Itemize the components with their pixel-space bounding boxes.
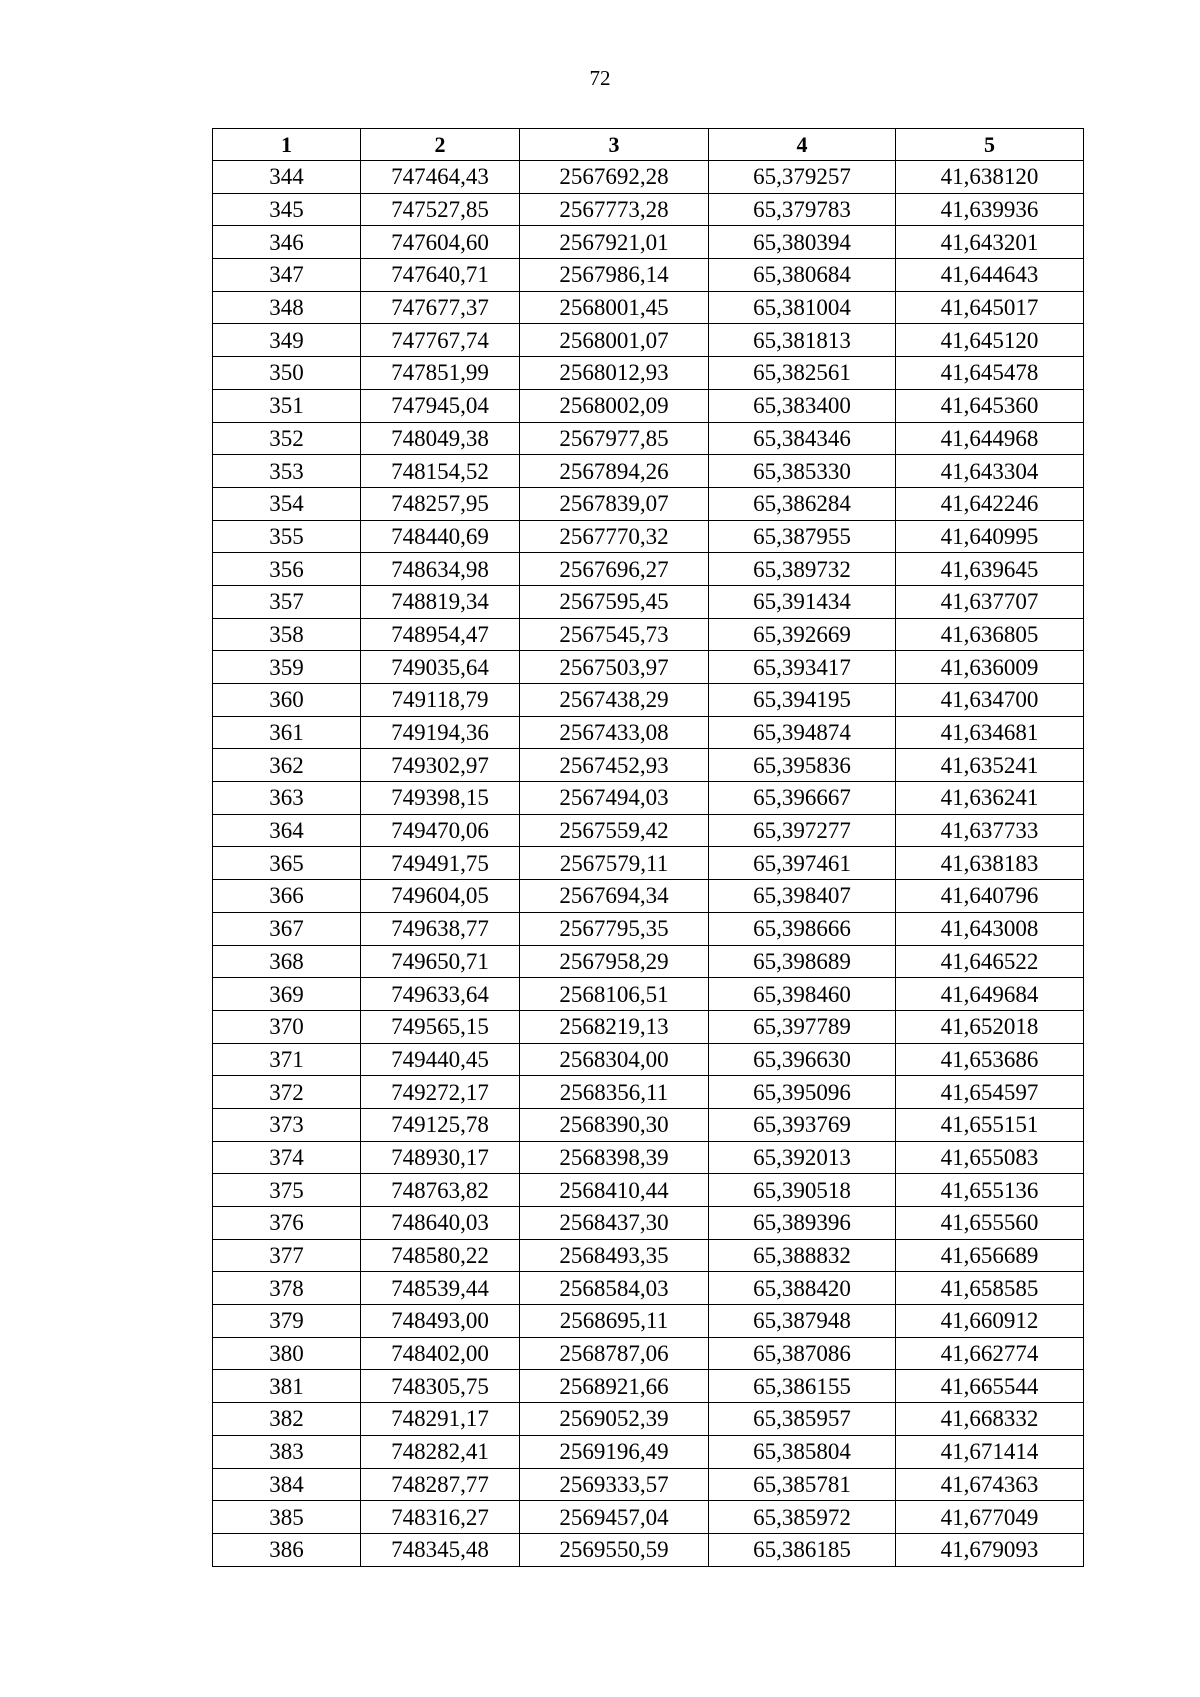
table-cell-col-5: 41,645120 <box>896 324 1084 357</box>
table-cell-col-5: 41,660912 <box>896 1305 1084 1338</box>
table-cell-col-3: 2568493,35 <box>520 1239 709 1272</box>
table-cell-col-3: 2567545,73 <box>520 618 709 651</box>
table-cell-col-3: 2568002,09 <box>520 389 709 422</box>
table-row <box>213 1435 1084 1468</box>
table-cell-col-4: 65,395096 <box>709 1076 896 1109</box>
table-cell-col-2: 749638,77 <box>361 912 520 945</box>
table-cell-col-3: 2568398,39 <box>520 1141 709 1174</box>
table-cell-col-1: 358 <box>213 618 361 651</box>
table-cell-col-2: 748257,95 <box>361 487 520 520</box>
table-cell-col-1: 361 <box>213 716 361 749</box>
table-row <box>213 553 1084 586</box>
table-cell-col-5: 41,649684 <box>896 978 1084 1011</box>
table-cell-col-3: 2567559,42 <box>520 814 709 847</box>
table-cell-col-2: 748345,48 <box>361 1533 520 1566</box>
table-row <box>213 357 1084 390</box>
table-cell-col-5: 41,644643 <box>896 259 1084 292</box>
table-cell-col-2: 747527,85 <box>361 193 520 226</box>
table-cell-col-1: 374 <box>213 1141 361 1174</box>
table-cell-col-1: 372 <box>213 1076 361 1109</box>
table-cell-col-4: 65,383400 <box>709 389 896 422</box>
table-cell-col-3: 2569052,39 <box>520 1403 709 1436</box>
table-row <box>213 389 1084 422</box>
table-cell-col-3: 2567433,08 <box>520 716 709 749</box>
table-cell-col-5: 41,645478 <box>896 357 1084 390</box>
table-row <box>213 1076 1084 1109</box>
table-row <box>213 1108 1084 1141</box>
table-cell-col-2: 748539,44 <box>361 1272 520 1305</box>
table-cell-col-1: 379 <box>213 1305 361 1338</box>
table-cell-col-3: 2569457,04 <box>520 1501 709 1534</box>
table-row <box>213 1337 1084 1370</box>
table-cell-col-1: 368 <box>213 945 361 978</box>
table-row <box>213 193 1084 226</box>
table-cell-col-1: 378 <box>213 1272 361 1305</box>
table-cell-col-1: 357 <box>213 585 361 618</box>
table-row <box>213 1370 1084 1403</box>
table-cell-col-3: 2567696,27 <box>520 553 709 586</box>
table-row <box>213 880 1084 913</box>
table-cell-col-4: 65,385781 <box>709 1468 896 1501</box>
table-row <box>213 1272 1084 1305</box>
column-header-2: 2 <box>361 129 520 161</box>
table-row <box>213 487 1084 520</box>
table-cell-col-2: 749194,36 <box>361 716 520 749</box>
table-row <box>213 978 1084 1011</box>
table-cell-col-4: 65,386155 <box>709 1370 896 1403</box>
table-row <box>213 291 1084 324</box>
column-header-1: 1 <box>213 129 361 161</box>
table-cell-col-1: 365 <box>213 847 361 880</box>
table-cell-col-4: 65,387948 <box>709 1305 896 1338</box>
table-cell-col-4: 65,380394 <box>709 226 896 259</box>
table-cell-col-5: 41,637733 <box>896 814 1084 847</box>
table-cell-col-5: 41,636241 <box>896 782 1084 815</box>
table-cell-col-3: 2568219,13 <box>520 1010 709 1043</box>
table-cell-col-4: 65,386185 <box>709 1533 896 1566</box>
table-cell-col-1: 362 <box>213 749 361 782</box>
table-cell-col-4: 65,395836 <box>709 749 896 782</box>
table-cell-col-1: 369 <box>213 978 361 1011</box>
table-cell-col-2: 748287,77 <box>361 1468 520 1501</box>
table-cell-col-1: 346 <box>213 226 361 259</box>
table-cell-col-1: 345 <box>213 193 361 226</box>
table-cell-col-3: 2567921,01 <box>520 226 709 259</box>
table-row <box>213 1010 1084 1043</box>
table-cell-col-2: 748154,52 <box>361 455 520 488</box>
table-cell-col-5: 41,655136 <box>896 1174 1084 1207</box>
table-cell-col-5: 41,642246 <box>896 487 1084 520</box>
table-cell-col-1: 377 <box>213 1239 361 1272</box>
table-row <box>213 259 1084 292</box>
table-cell-col-5: 41,643304 <box>896 455 1084 488</box>
table-cell-col-4: 65,381813 <box>709 324 896 357</box>
table-cell-col-2: 748305,75 <box>361 1370 520 1403</box>
table-cell-col-1: 363 <box>213 782 361 815</box>
table-row <box>213 716 1084 749</box>
table-cell-col-1: 354 <box>213 487 361 520</box>
table-cell-col-3: 2567770,32 <box>520 520 709 553</box>
table-cell-col-1: 350 <box>213 357 361 390</box>
table-cell-col-1: 351 <box>213 389 361 422</box>
table-row <box>213 422 1084 455</box>
table-cell-col-5: 41,671414 <box>896 1435 1084 1468</box>
table-cell-col-1: 349 <box>213 324 361 357</box>
table-cell-col-3: 2568437,30 <box>520 1207 709 1240</box>
table-cell-col-1: 386 <box>213 1533 361 1566</box>
table-cell-col-3: 2568695,11 <box>520 1305 709 1338</box>
table-cell-col-4: 65,393769 <box>709 1108 896 1141</box>
table-row <box>213 1305 1084 1338</box>
table-cell-col-5: 41,636805 <box>896 618 1084 651</box>
table-cell-col-2: 747677,37 <box>361 291 520 324</box>
table-cell-col-1: 366 <box>213 880 361 913</box>
table-cell-col-5: 41,679093 <box>896 1533 1084 1566</box>
table-cell-col-4: 65,396630 <box>709 1043 896 1076</box>
table-cell-col-2: 749398,15 <box>361 782 520 815</box>
table-cell-col-1: 355 <box>213 520 361 553</box>
table-cell-col-5: 41,674363 <box>896 1468 1084 1501</box>
table-cell-col-4: 65,397789 <box>709 1010 896 1043</box>
table-cell-col-4: 65,391434 <box>709 585 896 618</box>
table-cell-col-4: 65,384346 <box>709 422 896 455</box>
table-row <box>213 226 1084 259</box>
table-cell-col-3: 2568304,00 <box>520 1043 709 1076</box>
table-cell-col-3: 2567503,97 <box>520 651 709 684</box>
table-cell-col-2: 749565,15 <box>361 1010 520 1043</box>
table-cell-col-4: 65,387955 <box>709 520 896 553</box>
table-cell-col-3: 2568390,30 <box>520 1108 709 1141</box>
table-cell-col-2: 747767,74 <box>361 324 520 357</box>
table-cell-col-5: 41,634700 <box>896 684 1084 717</box>
table-cell-col-3: 2567894,26 <box>520 455 709 488</box>
table-row <box>213 912 1084 945</box>
table-row <box>213 1239 1084 1272</box>
table-cell-col-3: 2567438,29 <box>520 684 709 717</box>
table-cell-col-1: 383 <box>213 1435 361 1468</box>
table-row <box>213 782 1084 815</box>
table-cell-col-3: 2568001,45 <box>520 291 709 324</box>
table-cell-col-2: 748930,17 <box>361 1141 520 1174</box>
table-cell-col-1: 367 <box>213 912 361 945</box>
table-cell-col-4: 65,380684 <box>709 259 896 292</box>
page-number: 72 <box>589 66 611 90</box>
coordinates-table <box>212 128 1084 1567</box>
table-cell-col-4: 65,389732 <box>709 553 896 586</box>
table-cell-col-4: 65,385804 <box>709 1435 896 1468</box>
table-cell-col-2: 748493,00 <box>361 1305 520 1338</box>
table-cell-col-1: 360 <box>213 684 361 717</box>
table-cell-col-5: 41,640995 <box>896 520 1084 553</box>
table-cell-col-4: 65,392669 <box>709 618 896 651</box>
table-cell-col-1: 382 <box>213 1403 361 1436</box>
table-cell-col-5: 41,656689 <box>896 1239 1084 1272</box>
table-cell-col-5: 41,645017 <box>896 291 1084 324</box>
table-header <box>213 129 1084 161</box>
table-cell-col-5: 41,646522 <box>896 945 1084 978</box>
table-cell-col-3: 2567839,07 <box>520 487 709 520</box>
table-cell-col-4: 65,381004 <box>709 291 896 324</box>
table-cell-col-4: 65,385957 <box>709 1403 896 1436</box>
table-cell-col-2: 749604,05 <box>361 880 520 913</box>
table-cell-col-5: 41,658585 <box>896 1272 1084 1305</box>
table-cell-col-2: 748580,22 <box>361 1239 520 1272</box>
table-cell-col-4: 65,394874 <box>709 716 896 749</box>
table-cell-col-3: 2567773,28 <box>520 193 709 226</box>
table-cell-col-5: 41,635241 <box>896 749 1084 782</box>
table-row <box>213 1533 1084 1566</box>
table-cell-col-2: 748440,69 <box>361 520 520 553</box>
table-cell-col-1: 352 <box>213 422 361 455</box>
table-cell-col-3: 2567977,85 <box>520 422 709 455</box>
table-cell-col-3: 2567579,11 <box>520 847 709 880</box>
table-cell-col-4: 65,386284 <box>709 487 896 520</box>
table-cell-col-3: 2568001,07 <box>520 324 709 357</box>
table-cell-col-5: 41,668332 <box>896 1403 1084 1436</box>
table-cell-col-1: 370 <box>213 1010 361 1043</box>
table-cell-col-2: 748282,41 <box>361 1435 520 1468</box>
column-header-4: 4 <box>709 129 896 161</box>
table-cell-col-4: 65,388832 <box>709 1239 896 1272</box>
table-row <box>213 618 1084 651</box>
table-cell-col-4: 65,396667 <box>709 782 896 815</box>
table-cell-col-5: 41,665544 <box>896 1370 1084 1403</box>
table-cell-col-3: 2568106,51 <box>520 978 709 1011</box>
table-row <box>213 1403 1084 1436</box>
table-cell-col-5: 41,639645 <box>896 553 1084 586</box>
table-cell-col-2: 749035,64 <box>361 651 520 684</box>
table-cell-col-5: 41,644968 <box>896 422 1084 455</box>
table-cell-col-1: 356 <box>213 553 361 586</box>
table-cell-col-3: 2568410,44 <box>520 1174 709 1207</box>
table-cell-col-3: 2569196,49 <box>520 1435 709 1468</box>
table-cell-col-2: 749118,79 <box>361 684 520 717</box>
table-cell-col-4: 65,398689 <box>709 945 896 978</box>
table-cell-col-3: 2567692,28 <box>520 161 709 194</box>
table-cell-col-1: 348 <box>213 291 361 324</box>
table-row <box>213 1174 1084 1207</box>
table-cell-col-3: 2567595,45 <box>520 585 709 618</box>
table-row <box>213 945 1084 978</box>
table-cell-col-5: 41,662774 <box>896 1337 1084 1370</box>
table-cell-col-1: 380 <box>213 1337 361 1370</box>
table-row <box>213 1207 1084 1240</box>
table-cell-col-4: 65,397461 <box>709 847 896 880</box>
table-cell-col-1: 371 <box>213 1043 361 1076</box>
table-cell-col-5: 41,652018 <box>896 1010 1084 1043</box>
table-cell-col-2: 749470,06 <box>361 814 520 847</box>
table-cell-col-5: 41,654597 <box>896 1076 1084 1109</box>
table-row <box>213 749 1084 782</box>
table-cell-col-5: 41,638183 <box>896 847 1084 880</box>
table-row <box>213 847 1084 880</box>
table-cell-col-2: 748954,47 <box>361 618 520 651</box>
table-cell-col-4: 65,398666 <box>709 912 896 945</box>
table-cell-col-4: 65,394195 <box>709 684 896 717</box>
table-cell-col-5: 41,639936 <box>896 193 1084 226</box>
table-cell-col-2: 748402,00 <box>361 1337 520 1370</box>
table-cell-col-5: 41,655083 <box>896 1141 1084 1174</box>
table-row <box>213 455 1084 488</box>
table-row <box>213 1141 1084 1174</box>
table-cell-col-5: 41,655151 <box>896 1108 1084 1141</box>
table-cell-col-5: 41,677049 <box>896 1501 1084 1534</box>
table-cell-col-5: 41,637707 <box>896 585 1084 618</box>
table-cell-col-5: 41,643201 <box>896 226 1084 259</box>
table-cell-col-1: 385 <box>213 1501 361 1534</box>
table-cell-col-2: 749650,71 <box>361 945 520 978</box>
table-cell-col-2: 747945,04 <box>361 389 520 422</box>
table-cell-col-3: 2567452,93 <box>520 749 709 782</box>
table-cell-col-2: 748049,38 <box>361 422 520 455</box>
table-cell-col-2: 748819,34 <box>361 585 520 618</box>
table-cell-col-1: 347 <box>213 259 361 292</box>
table-cell-col-4: 65,385330 <box>709 455 896 488</box>
table-cell-col-3: 2568787,06 <box>520 1337 709 1370</box>
table-cell-col-4: 65,393417 <box>709 651 896 684</box>
table-cell-col-5: 41,653686 <box>896 1043 1084 1076</box>
table-cell-col-2: 747851,99 <box>361 357 520 390</box>
table-cell-col-4: 65,379257 <box>709 161 896 194</box>
table-cell-col-4: 65,385972 <box>709 1501 896 1534</box>
table-cell-col-1: 353 <box>213 455 361 488</box>
column-header-3: 3 <box>520 129 709 161</box>
table-row <box>213 1468 1084 1501</box>
table-cell-col-4: 65,398460 <box>709 978 896 1011</box>
table-row <box>213 161 1084 194</box>
table-row <box>213 1501 1084 1534</box>
table-cell-col-1: 381 <box>213 1370 361 1403</box>
table-row <box>213 814 1084 847</box>
table-cell-col-3: 2567795,35 <box>520 912 709 945</box>
table-cell-col-2: 749125,78 <box>361 1108 520 1141</box>
table-cell-col-3: 2568584,03 <box>520 1272 709 1305</box>
table-cell-col-2: 748763,82 <box>361 1174 520 1207</box>
table-cell-col-2: 748316,27 <box>361 1501 520 1534</box>
table-cell-col-2: 747604,60 <box>361 226 520 259</box>
table-cell-col-5: 41,634681 <box>896 716 1084 749</box>
table-cell-col-5: 41,636009 <box>896 651 1084 684</box>
table-cell-col-2: 749272,17 <box>361 1076 520 1109</box>
table-cell-col-1: 364 <box>213 814 361 847</box>
table-cell-col-4: 65,382561 <box>709 357 896 390</box>
table-cell-col-4: 65,387086 <box>709 1337 896 1370</box>
table-cell-col-2: 748640,03 <box>361 1207 520 1240</box>
table-cell-col-4: 65,398407 <box>709 880 896 913</box>
table-cell-col-3: 2567694,34 <box>520 880 709 913</box>
table-cell-col-3: 2569550,59 <box>520 1533 709 1566</box>
table-row <box>213 651 1084 684</box>
table-cell-col-4: 65,388420 <box>709 1272 896 1305</box>
table-cell-col-1: 375 <box>213 1174 361 1207</box>
table-cell-col-2: 749491,75 <box>361 847 520 880</box>
table-cell-col-4: 65,379783 <box>709 193 896 226</box>
table-cell-col-2: 748634,98 <box>361 553 520 586</box>
header-row <box>213 129 1084 161</box>
table-cell-col-1: 344 <box>213 161 361 194</box>
column-header-5: 5 <box>896 129 1084 161</box>
table-cell-col-2: 749440,45 <box>361 1043 520 1076</box>
table-cell-col-3: 2569333,57 <box>520 1468 709 1501</box>
table-cell-col-1: 384 <box>213 1468 361 1501</box>
table-cell-col-5: 41,640796 <box>896 880 1084 913</box>
table-row <box>213 1043 1084 1076</box>
table-row <box>213 684 1084 717</box>
table-cell-col-2: 749633,64 <box>361 978 520 1011</box>
table-cell-col-5: 41,655560 <box>896 1207 1084 1240</box>
table-cell-col-2: 747464,43 <box>361 161 520 194</box>
table-cell-col-5: 41,645360 <box>896 389 1084 422</box>
table-cell-col-4: 65,389396 <box>709 1207 896 1240</box>
table-cell-col-5: 41,643008 <box>896 912 1084 945</box>
table-cell-col-4: 65,397277 <box>709 814 896 847</box>
table-cell-col-2: 749302,97 <box>361 749 520 782</box>
table-cell-col-3: 2568921,66 <box>520 1370 709 1403</box>
table-cell-col-1: 359 <box>213 651 361 684</box>
table-cell-col-3: 2568012,93 <box>520 357 709 390</box>
table-cell-col-4: 65,390518 <box>709 1174 896 1207</box>
table-cell-col-2: 748291,17 <box>361 1403 520 1436</box>
table-cell-col-1: 376 <box>213 1207 361 1240</box>
table-row <box>213 520 1084 553</box>
table-row <box>213 585 1084 618</box>
table-cell-col-3: 2567986,14 <box>520 259 709 292</box>
table-cell-col-5: 41,638120 <box>896 161 1084 194</box>
table-cell-col-3: 2567958,29 <box>520 945 709 978</box>
table-cell-col-4: 65,392013 <box>709 1141 896 1174</box>
table-cell-col-3: 2568356,11 <box>520 1076 709 1109</box>
table-cell-col-1: 373 <box>213 1108 361 1141</box>
table-cell-col-2: 747640,71 <box>361 259 520 292</box>
table-row <box>213 324 1084 357</box>
table-cell-col-3: 2567494,03 <box>520 782 709 815</box>
table-body <box>213 161 1084 1567</box>
